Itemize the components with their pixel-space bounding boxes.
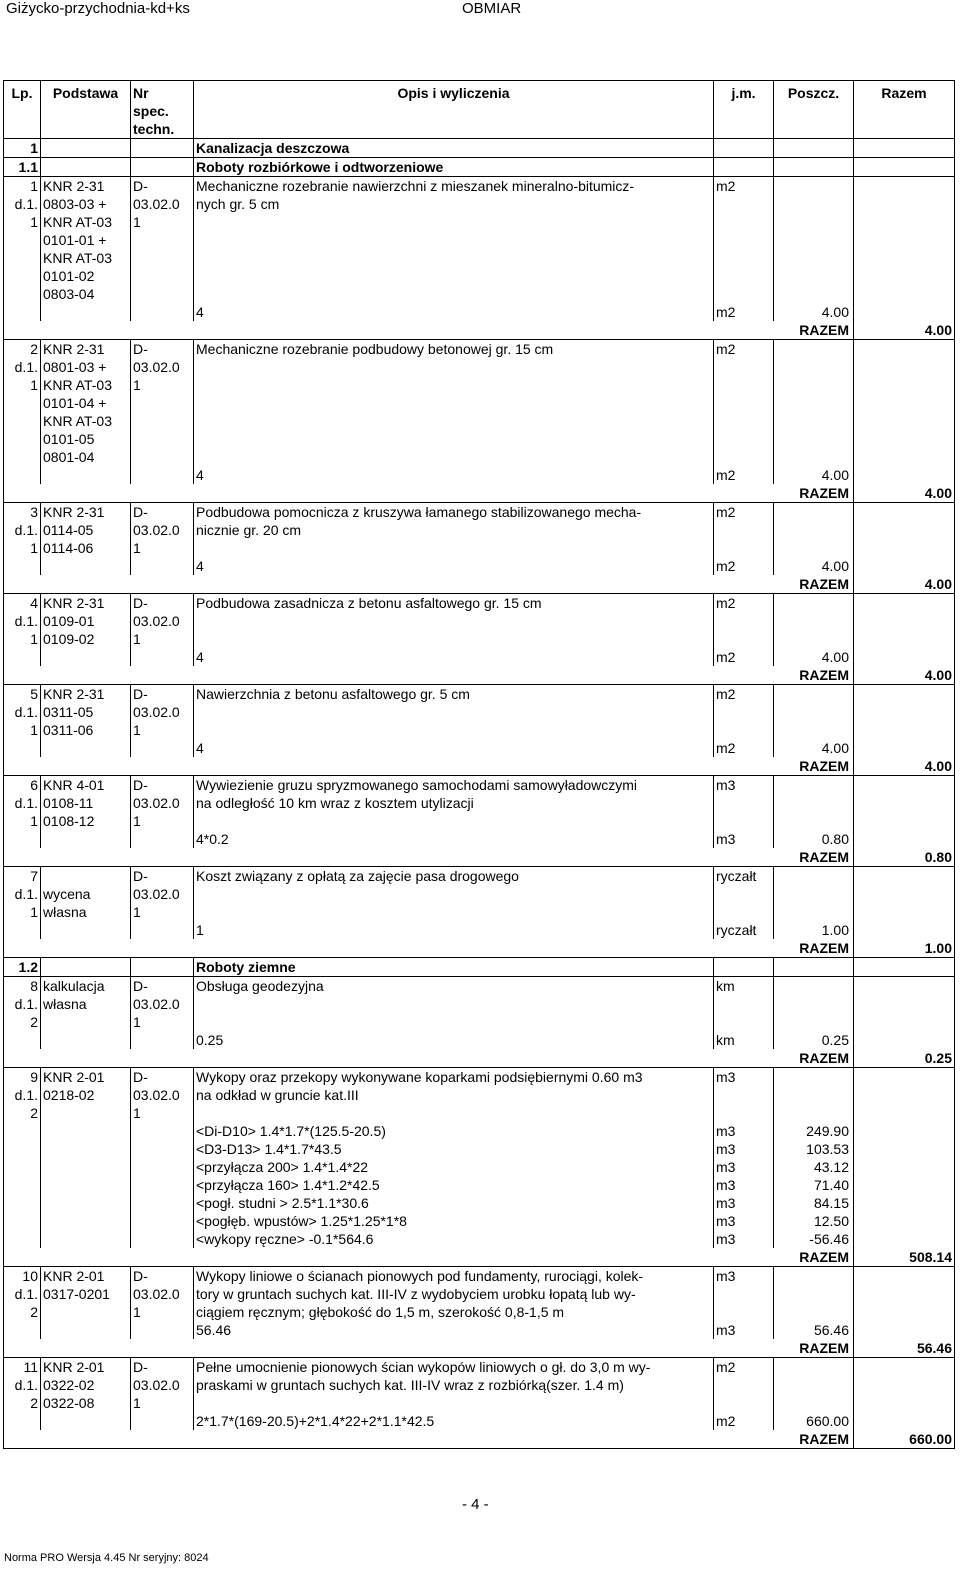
- col-opis-header: Opis i wyliczenia: [194, 81, 714, 139]
- empty-cell: [41, 1031, 131, 1049]
- empty-cell: [854, 685, 955, 740]
- calc-unit: m3: [714, 1230, 774, 1248]
- empty-cell: [131, 1031, 194, 1049]
- item-podstawa: KNR 2-31 0311-05 0311-06: [41, 685, 131, 740]
- item-unit: m2: [714, 177, 774, 304]
- item-podstawa: KNR 2-31 0109-01 0109-02: [41, 594, 131, 649]
- calc-unit: km: [714, 1031, 774, 1049]
- empty-cell: [41, 466, 131, 484]
- empty-cell: [774, 958, 854, 977]
- item-description: Wykopy liniowe o ścianach pionowych pod fundamenty, rurociągi, kolek- tory w gruntach suchych kat. III-IV z wydobyciem urobku łopatą lub wy- ciągiem ręcznym; głębokość do 1,5 m, szerokość 0,8-1,5 m: [194, 1267, 714, 1322]
- calc-value: 1.00: [774, 921, 854, 939]
- calc-row: [4, 1194, 955, 1212]
- item-description: Mechaniczne rozebranie podbudowy betonowej gr. 15 cm: [194, 340, 714, 467]
- empty-cell: [854, 503, 955, 558]
- item-description: Podbudowa pomocnicza z kruszywa łamanego stabilizowanego mecha- nicznie gr. 20 cm: [194, 503, 714, 558]
- calc-unit: ryczałt: [714, 921, 774, 939]
- empty-cell: [774, 685, 854, 740]
- calc-row: [4, 1321, 955, 1339]
- empty-cell: [854, 776, 955, 831]
- item-lp: 6 d.1. 1: [4, 776, 41, 831]
- razem-value: 4.00: [854, 321, 955, 340]
- empty-cell: [854, 648, 955, 666]
- razem-value: 56.46: [854, 1339, 955, 1358]
- calc-unit: m2: [714, 739, 774, 757]
- calc-row: [4, 830, 955, 848]
- calc-expression: <przyłącza 200> 1.4*1.4*22: [194, 1158, 714, 1176]
- calc-expression: 4: [194, 303, 714, 321]
- calc-expression: <Di-D10> 1.4*1.7*(125.5-20.5): [194, 1122, 714, 1140]
- calc-expression: <pogł. studni > 2.5*1.1*30.6: [194, 1194, 714, 1212]
- item-lp: 2 d.1. 1: [4, 340, 41, 467]
- item-row: [4, 776, 955, 831]
- empty-cell: [854, 466, 955, 484]
- razem-row: [4, 1339, 955, 1358]
- calc-row: [4, 1176, 955, 1194]
- razem-label: RAZEM: [4, 1339, 854, 1358]
- razem-value: 4.00: [854, 484, 955, 503]
- calc-expression: 4: [194, 466, 714, 484]
- empty-cell: [854, 1140, 955, 1158]
- empty-cell: [41, 1230, 131, 1248]
- item-row: [4, 685, 955, 740]
- empty-cell: [774, 1358, 854, 1413]
- razem-row: [4, 484, 955, 503]
- empty-cell: [854, 958, 955, 977]
- empty-cell: [854, 1176, 955, 1194]
- item-nr: D- 03.02.0 1: [131, 1267, 194, 1322]
- razem-row: [4, 757, 955, 776]
- item-nr: D- 03.02.0 1: [131, 977, 194, 1032]
- item-description: Koszt związany z opłatą za zajęcie pasa drogowego: [194, 867, 714, 922]
- empty-cell: [4, 303, 41, 321]
- item-lp: 5 d.1. 1: [4, 685, 41, 740]
- item-lp: 4 d.1. 1: [4, 594, 41, 649]
- razem-label: RAZEM: [4, 484, 854, 503]
- item-unit: km: [714, 977, 774, 1032]
- razem-row: [4, 575, 955, 594]
- item-row: [4, 1358, 955, 1413]
- empty-cell: [131, 958, 194, 977]
- calc-row: [4, 1412, 955, 1430]
- empty-cell: [131, 648, 194, 666]
- item-description: Podbudowa zasadnicza z betonu asfaltowego gr. 15 cm: [194, 594, 714, 649]
- software-footer: Norma PRO Wersja 4.45 Nr seryjny: 8024: [4, 1552, 209, 1564]
- empty-cell: [854, 177, 955, 304]
- empty-cell: [41, 557, 131, 575]
- empty-cell: [4, 557, 41, 575]
- razem-row: [4, 939, 955, 958]
- item-description: Nawierzchnia z betonu asfaltowego gr. 5 cm: [194, 685, 714, 740]
- empty-cell: [41, 958, 131, 977]
- measurement-table: [3, 80, 955, 1449]
- empty-cell: [854, 739, 955, 757]
- empty-cell: [854, 977, 955, 1032]
- item-lp: 1 d.1. 1: [4, 177, 41, 304]
- empty-cell: [774, 867, 854, 922]
- calc-value: 4.00: [774, 739, 854, 757]
- calc-row: [4, 739, 955, 757]
- item-unit: m2: [714, 594, 774, 649]
- item-row: [4, 177, 955, 304]
- item-unit: m2: [714, 340, 774, 467]
- item-nr: D- 03.02.0 1: [131, 1068, 194, 1123]
- item-row: [4, 594, 955, 649]
- razem-label: RAZEM: [4, 1049, 854, 1068]
- razem-label: RAZEM: [4, 939, 854, 958]
- empty-cell: [4, 739, 41, 757]
- calc-unit: m3: [714, 1176, 774, 1194]
- item-unit: ryczałt: [714, 867, 774, 922]
- empty-cell: [41, 1412, 131, 1430]
- empty-cell: [131, 739, 194, 757]
- item-unit: m3: [714, 1068, 774, 1123]
- empty-cell: [41, 1122, 131, 1140]
- empty-cell: [131, 830, 194, 848]
- calc-unit: m3: [714, 1140, 774, 1158]
- col-lp-header: Lp.: [4, 81, 41, 139]
- calc-row: [4, 1230, 955, 1248]
- item-lp: 10 d.1. 2: [4, 1267, 41, 1322]
- item-row: [4, 340, 955, 467]
- empty-cell: [854, 557, 955, 575]
- empty-cell: [131, 1212, 194, 1230]
- empty-cell: [774, 594, 854, 649]
- empty-cell: [854, 1412, 955, 1430]
- calc-unit: m3: [714, 1194, 774, 1212]
- item-nr: D- 03.02.0 1: [131, 340, 194, 467]
- razem-row: [4, 666, 955, 685]
- section-title: Roboty rozbiórkowe i odtworzeniowe: [194, 158, 714, 177]
- empty-cell: [41, 648, 131, 666]
- item-lp: 8 d.1. 2: [4, 977, 41, 1032]
- calc-expression: 0.25: [194, 1031, 714, 1049]
- item-podstawa: kalkulacja własna: [41, 977, 131, 1032]
- empty-cell: [714, 958, 774, 977]
- empty-cell: [4, 921, 41, 939]
- empty-cell: [131, 1412, 194, 1430]
- calc-row: [4, 648, 955, 666]
- empty-cell: [854, 1194, 955, 1212]
- empty-cell: [41, 1321, 131, 1339]
- empty-cell: [774, 1267, 854, 1322]
- empty-cell: [131, 303, 194, 321]
- calc-value: 103.53: [774, 1140, 854, 1158]
- calc-unit: m3: [714, 1158, 774, 1176]
- calc-row: [4, 1158, 955, 1176]
- calc-expression: 4*0.2: [194, 830, 714, 848]
- calc-row: [4, 1122, 955, 1140]
- section-lp: 1: [4, 139, 41, 158]
- razem-row: [4, 1430, 955, 1449]
- calc-value: 4.00: [774, 648, 854, 666]
- calc-unit: m3: [714, 1212, 774, 1230]
- empty-cell: [41, 1176, 131, 1194]
- calc-row: [4, 1031, 955, 1049]
- empty-cell: [4, 830, 41, 848]
- item-unit: m2: [714, 685, 774, 740]
- calc-row: [4, 557, 955, 575]
- item-podstawa: KNR 2-01 0317-0201: [41, 1267, 131, 1322]
- calc-value: 43.12: [774, 1158, 854, 1176]
- item-podstawa: KNR 2-31 0801-03 + KNR AT-03 0101-04 + KNR AT-03 0101-05 0801-04: [41, 340, 131, 467]
- calc-row: [4, 1212, 955, 1230]
- item-description: Wywiezienie gruzu spryzmowanego samochodami samowyładowczymi na odległość 10 km wraz z kosztem utylizacji: [194, 776, 714, 831]
- section-title: Kanalizacja deszczowa: [194, 139, 714, 158]
- empty-cell: [131, 1321, 194, 1339]
- item-unit: m2: [714, 1358, 774, 1413]
- col-poszcz-header: Poszcz.: [774, 81, 854, 139]
- razem-row: [4, 321, 955, 340]
- calc-expression: <pogłęb. wpustów> 1.25*1.25*1*8: [194, 1212, 714, 1230]
- item-nr: D- 03.02.0 1: [131, 867, 194, 922]
- item-description: Mechaniczne rozebranie nawierzchni z mieszanek mineralno-bitumicz- nych gr. 5 cm: [194, 177, 714, 304]
- col-jm-header: j.m.: [714, 81, 774, 139]
- razem-value: 0.80: [854, 848, 955, 867]
- calc-unit: m2: [714, 557, 774, 575]
- item-nr: D- 03.02.0 1: [131, 594, 194, 649]
- item-podstawa: KNR 2-31 0114-05 0114-06: [41, 503, 131, 558]
- item-row: [4, 977, 955, 1032]
- empty-cell: [4, 466, 41, 484]
- calc-expression: 1: [194, 921, 714, 939]
- section-lp: 1.2: [4, 958, 41, 977]
- calc-unit: m3: [714, 1321, 774, 1339]
- document-header-left: Giżycko-przychodnia-kd+ks: [6, 0, 190, 17]
- calc-expression: 2*1.7*(169-20.5)+2*1.4*22+2*1.1*42.5: [194, 1412, 714, 1430]
- calc-value: 84.15: [774, 1194, 854, 1212]
- section-row: [4, 158, 955, 177]
- item-podstawa: KNR 4-01 0108-11 0108-12: [41, 776, 131, 831]
- empty-cell: [854, 1068, 955, 1123]
- calc-expression: <wykopy ręczne> -0.1*564.6: [194, 1230, 714, 1248]
- item-row: [4, 503, 955, 558]
- calc-row: [4, 1140, 955, 1158]
- item-unit: m3: [714, 776, 774, 831]
- empty-cell: [774, 1068, 854, 1123]
- empty-cell: [41, 739, 131, 757]
- item-lp: 7 d.1. 1: [4, 867, 41, 922]
- col-razem-header: Razem: [854, 81, 955, 139]
- item-description: Obsługa geodezyjna: [194, 977, 714, 1032]
- empty-cell: [774, 177, 854, 304]
- calc-value: 12.50: [774, 1212, 854, 1230]
- item-lp: 9 d.1. 2: [4, 1068, 41, 1123]
- empty-cell: [854, 867, 955, 922]
- razem-label: RAZEM: [4, 1430, 854, 1449]
- empty-cell: [4, 1230, 41, 1248]
- item-unit: m2: [714, 503, 774, 558]
- empty-cell: [131, 1194, 194, 1212]
- empty-cell: [4, 1321, 41, 1339]
- calc-unit: m2: [714, 648, 774, 666]
- empty-cell: [774, 503, 854, 558]
- calc-value: 0.25: [774, 1031, 854, 1049]
- empty-cell: [774, 340, 854, 467]
- section-lp: 1.1: [4, 158, 41, 177]
- empty-cell: [41, 830, 131, 848]
- item-unit: m3: [714, 1267, 774, 1322]
- section-row: [4, 139, 955, 158]
- empty-cell: [131, 1176, 194, 1194]
- empty-cell: [854, 1158, 955, 1176]
- empty-cell: [41, 303, 131, 321]
- empty-cell: [131, 1122, 194, 1140]
- empty-cell: [854, 1230, 955, 1248]
- empty-cell: [854, 830, 955, 848]
- razem-value: 4.00: [854, 757, 955, 776]
- calc-expression: <przyłącza 160> 1.4*1.2*42.5: [194, 1176, 714, 1194]
- empty-cell: [41, 1158, 131, 1176]
- empty-cell: [4, 1140, 41, 1158]
- section-title: Roboty ziemne: [194, 958, 714, 977]
- empty-cell: [4, 1194, 41, 1212]
- col-podstawa-header: Podstawa: [41, 81, 131, 139]
- col-nr-header: Nr spec. techn.: [131, 81, 194, 139]
- table-header-row: [4, 81, 955, 139]
- empty-cell: [41, 921, 131, 939]
- empty-cell: [4, 1158, 41, 1176]
- empty-cell: [4, 1031, 41, 1049]
- razem-label: RAZEM: [4, 575, 854, 594]
- calc-unit: m2: [714, 1412, 774, 1430]
- calc-row: [4, 921, 955, 939]
- calc-expression: <D3-D13> 1.4*1.7*43.5: [194, 1140, 714, 1158]
- empty-cell: [854, 1212, 955, 1230]
- empty-cell: [4, 648, 41, 666]
- calc-expression: 4: [194, 648, 714, 666]
- empty-cell: [854, 1267, 955, 1322]
- empty-cell: [41, 1212, 131, 1230]
- razem-value: 508.14: [854, 1248, 955, 1267]
- item-podstawa: KNR 2-01 0218-02: [41, 1068, 131, 1123]
- calc-row: [4, 303, 955, 321]
- empty-cell: [854, 1122, 955, 1140]
- calc-value: -56.46: [774, 1230, 854, 1248]
- item-row: [4, 1068, 955, 1123]
- item-description: Wykopy oraz przekopy wykonywane koparkami podsiębiernymi 0.60 m3 na odkład w gruncie kat.III: [194, 1068, 714, 1123]
- empty-cell: [4, 1412, 41, 1430]
- empty-cell: [41, 1140, 131, 1158]
- empty-cell: [774, 977, 854, 1032]
- razem-label: RAZEM: [4, 666, 854, 685]
- razem-label: RAZEM: [4, 321, 854, 340]
- calc-unit: m2: [714, 303, 774, 321]
- item-nr: D- 03.02.0 1: [131, 776, 194, 831]
- item-row: [4, 867, 955, 922]
- item-nr: D- 03.02.0 1: [131, 1358, 194, 1413]
- section-row: [4, 958, 955, 977]
- razem-value: 0.25: [854, 1049, 955, 1068]
- empty-cell: [774, 776, 854, 831]
- calc-unit: m2: [714, 466, 774, 484]
- document-header-title: OBMIAR: [462, 0, 522, 17]
- calc-value: 4.00: [774, 557, 854, 575]
- empty-cell: [854, 1358, 955, 1413]
- razem-value: 4.00: [854, 575, 955, 594]
- item-nr: D- 03.02.0 1: [131, 685, 194, 740]
- calc-value: 4.00: [774, 303, 854, 321]
- calc-value: 0.80: [774, 830, 854, 848]
- empty-cell: [131, 466, 194, 484]
- razem-value: 1.00: [854, 939, 955, 958]
- razem-row: [4, 848, 955, 867]
- calc-value: 56.46: [774, 1321, 854, 1339]
- item-description: Pełne umocnienie pionowych ścian wykopów liniowych o gł. do 3,0 m wy- praskami w gruntach suchych kat. III-IV wraz z rozbiórką(szer. 1.4 m): [194, 1358, 714, 1413]
- calc-value: 71.40: [774, 1176, 854, 1194]
- calc-unit: m3: [714, 830, 774, 848]
- item-podstawa: wycena własna: [41, 867, 131, 922]
- empty-cell: [131, 1230, 194, 1248]
- empty-cell: [854, 1321, 955, 1339]
- calc-expression: 4: [194, 739, 714, 757]
- razem-label: RAZEM: [4, 757, 854, 776]
- item-row: [4, 1267, 955, 1322]
- razem-label: RAZEM: [4, 848, 854, 867]
- item-nr: D- 03.02.0 1: [131, 503, 194, 558]
- item-nr: D- 03.02.0 1: [131, 177, 194, 304]
- empty-cell: [41, 1194, 131, 1212]
- item-podstawa: KNR 2-31 0803-03 + KNR AT-03 0101-01 + KNR AT-03 0101-02 0803-04: [41, 177, 131, 304]
- item-lp: 11 d.1. 2: [4, 1358, 41, 1413]
- empty-cell: [4, 1122, 41, 1140]
- item-lp: 3 d.1. 1: [4, 503, 41, 558]
- calc-value: 4.00: [774, 466, 854, 484]
- empty-cell: [4, 1212, 41, 1230]
- razem-value: 4.00: [854, 666, 955, 685]
- calc-expression: 4: [194, 557, 714, 575]
- razem-value: 660.00: [854, 1430, 955, 1449]
- empty-cell: [854, 1031, 955, 1049]
- calc-expression: 56.46: [194, 1321, 714, 1339]
- empty-cell: [854, 594, 955, 649]
- empty-cell: [854, 340, 955, 467]
- calc-value: 249.90: [774, 1122, 854, 1140]
- empty-cell: [131, 921, 194, 939]
- empty-cell: [4, 1176, 41, 1194]
- empty-cell: [131, 557, 194, 575]
- empty-cell: [131, 1140, 194, 1158]
- razem-label: RAZEM: [4, 1248, 854, 1267]
- page-number: - 4 -: [462, 1496, 489, 1513]
- razem-row: [4, 1248, 955, 1267]
- empty-cell: [131, 1158, 194, 1176]
- calc-value: 660.00: [774, 1412, 854, 1430]
- empty-cell: [854, 303, 955, 321]
- item-podstawa: KNR 2-01 0322-02 0322-08: [41, 1358, 131, 1413]
- razem-row: [4, 1049, 955, 1068]
- empty-cell: [854, 921, 955, 939]
- calc-row: [4, 466, 955, 484]
- calc-unit: m3: [714, 1122, 774, 1140]
